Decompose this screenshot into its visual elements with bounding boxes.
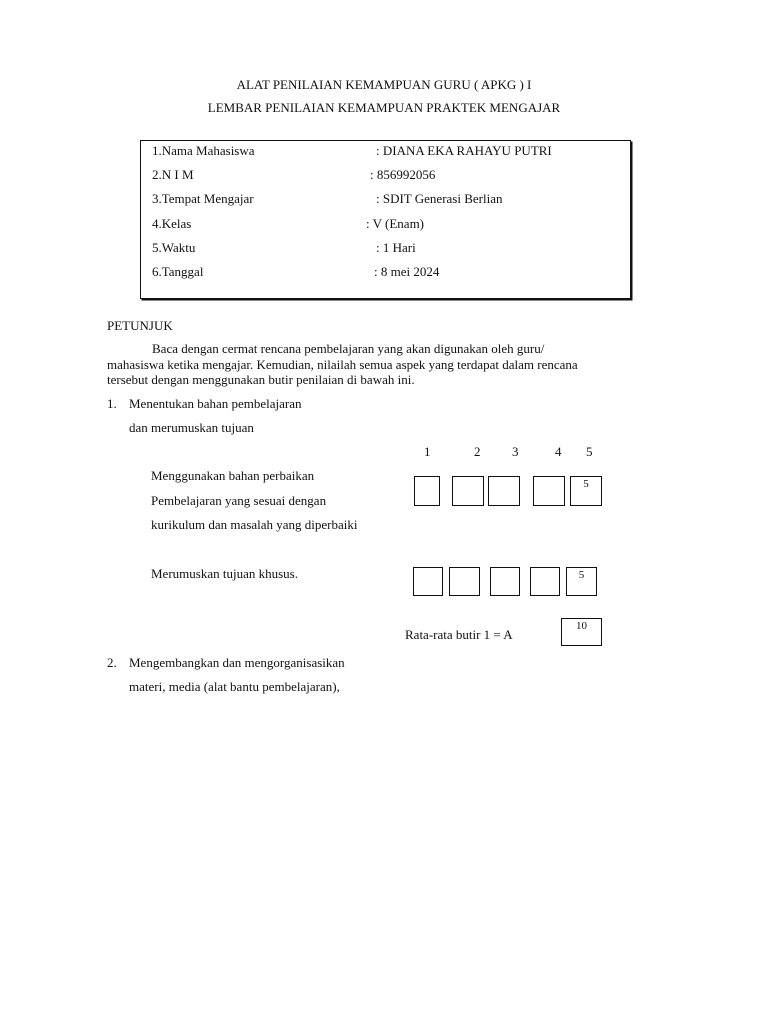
document-title: ALAT PENILAIAN KEMAMPUAN GURU ( APKG ) I — [236, 77, 532, 92]
average-score-box[interactable]: 10 — [561, 618, 602, 646]
item-2-score-box-1[interactable] — [413, 567, 443, 596]
item-1-score-box-4[interactable] — [533, 476, 565, 506]
section-1-number: 1. — [107, 396, 117, 411]
document-subtitle: LEMBAR PENILAIAN KEMAMPUAN PRAKTEK MENGAJAR — [207, 100, 561, 115]
item-2-score-box-2[interactable] — [449, 567, 480, 596]
item-2-score-box-4[interactable] — [530, 567, 560, 596]
average-label: Rata-rata butir 1 = A — [405, 627, 513, 642]
item-2-label: Merumuskan tujuan khusus. — [151, 566, 298, 581]
item-1-score-box-3[interactable] — [488, 476, 520, 506]
name-value: : DIANA EKA RAHAYU PUTRI — [376, 143, 552, 158]
time-label: 5.Waktu — [152, 240, 196, 255]
instructions-line-1: Baca dengan cermat rencana pembelajaran yang akan digunakan oleh guru/ — [152, 341, 545, 356]
date-label: 6.Tanggal — [152, 264, 204, 279]
nim-value: : 856992056 — [370, 167, 436, 182]
section-2-title-cont: materi, media (alat bantu pembelajaran), — [129, 679, 340, 694]
item-1-label-cont-2: kurikulum dan masalah yang diperbaiki — [151, 517, 358, 532]
time-value: : 1 Hari — [376, 240, 416, 255]
scale-label-3: 3 — [512, 444, 519, 459]
section-1-title: Menentukan bahan pembelajaran — [129, 396, 302, 411]
nim-label: 2.N I M — [152, 167, 194, 182]
place-value: : SDIT Generasi Berlian — [376, 191, 503, 206]
section-2-number: 2. — [107, 655, 117, 670]
item-1-label: Menggunakan bahan perbaikan — [151, 468, 315, 483]
scale-label-2: 2 — [474, 444, 481, 459]
scale-label-1: 1 — [424, 444, 431, 459]
item-2-score-box-5[interactable]: 5 — [566, 567, 597, 596]
section-1-title-cont: dan merumuskan tujuan — [129, 420, 254, 435]
item-1-score-box-2[interactable] — [452, 476, 484, 506]
instructions-heading: PETUNJUK — [107, 318, 173, 333]
place-label: 3.Tempat Mengajar — [152, 191, 254, 206]
class-value: : V (Enam) — [366, 216, 425, 231]
date-value: : 8 mei 2024 — [374, 264, 440, 279]
instructions-line-3: tersebut dengan menggunakan butir penilaian di bawah ini. — [107, 372, 415, 387]
item-1-score-box-1[interactable] — [414, 476, 440, 506]
class-label: 4.Kelas — [152, 216, 192, 231]
section-2-title: Mengembangkan dan mengorganisasikan — [129, 655, 345, 670]
name-label: 1.Nama Mahasiswa — [152, 143, 255, 158]
scale-label-5: 5 — [586, 444, 593, 459]
instructions-line-2: mahasiswa ketika mengajar. Kemudian, nilailah semua aspek yang terdapat dalam rencana — [107, 357, 578, 372]
item-2-score-box-3[interactable] — [490, 567, 520, 596]
scale-label-4: 4 — [555, 444, 562, 459]
item-1-label-cont: Pembelajaran yang sesuai dengan — [151, 493, 327, 508]
item-1-score-box-5[interactable]: 5 — [570, 476, 602, 506]
